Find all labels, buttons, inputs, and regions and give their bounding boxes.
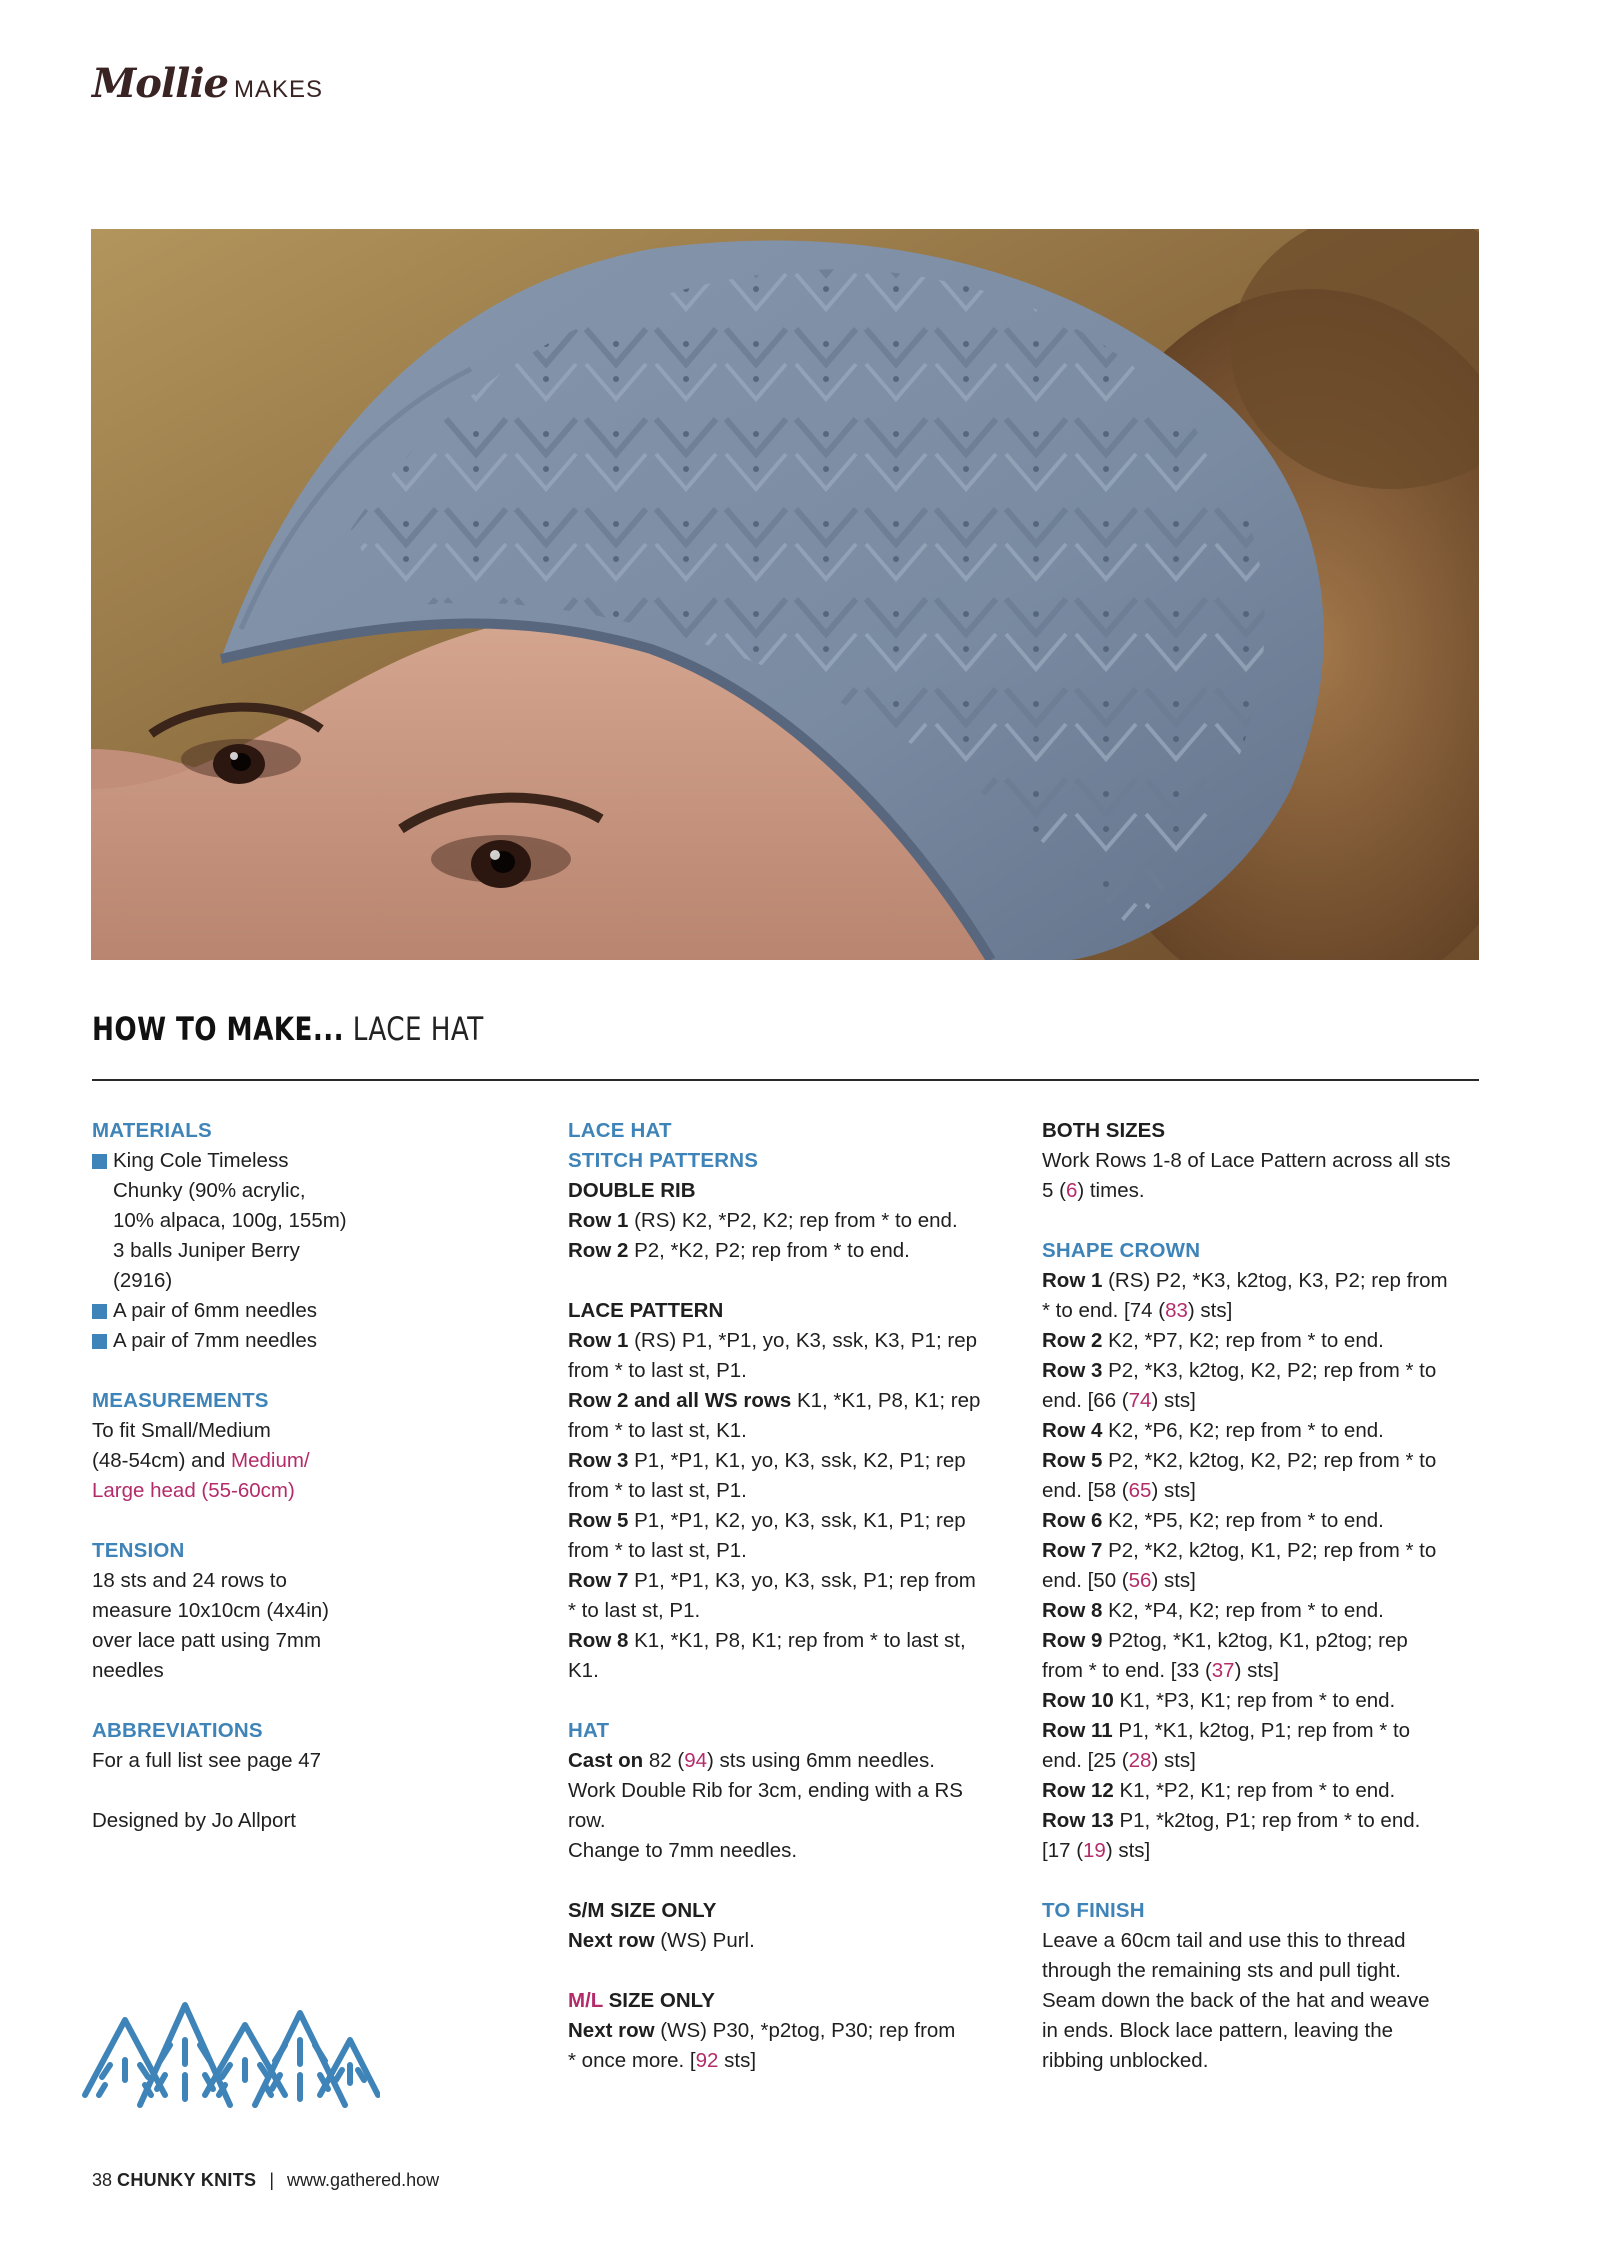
abbreviations-text: For a full list see page 47 (92, 1749, 322, 1772)
crown-row: Row 10 K1, *P3, K1; rep from * to end. (1042, 1689, 1396, 1712)
tension-line: 18 sts and 24 rows to (92, 1569, 287, 1592)
needles-7mm: A pair of 7mm needles (113, 1329, 317, 1352)
heading-light: LACE HAT (352, 1010, 484, 1048)
bullet-square-icon (92, 1334, 107, 1349)
tension-heading: TENSION (92, 1539, 185, 1562)
finish-line: Leave a 60cm tail and use this to thread (1042, 1929, 1406, 1952)
crown-row: Row 3 P2, *K3, k2tog, K2, P2; rep from * to (1042, 1359, 1437, 1382)
bullet-square-icon (92, 1304, 107, 1319)
crown-row: Row 4 K2, *P6, K2; rep from * to end. (1042, 1419, 1384, 1442)
pattern-row-cont: from * to last st, P1. (568, 1359, 747, 1382)
brand-logo (92, 60, 323, 110)
needles-6mm: A pair of 6mm needles (113, 1299, 317, 1322)
pattern-row: Row 2 and all WS rows K1, *K1, P8, K1; rep (568, 1389, 981, 1412)
hat-line: Cast on 82 (94) sts using 6mm needles. (568, 1749, 935, 1772)
crown-row-cont: end. [66 (74) sts] (1042, 1389, 1196, 1412)
lace-pattern-heading: LACE PATTERN (568, 1299, 724, 1322)
stitch-patterns-heading: STITCH PATTERNS (568, 1149, 759, 1172)
ml-size-row: Next row (WS) P30, *p2tog, P30; rep from (568, 2019, 956, 2042)
hat-heading: HAT (568, 1719, 610, 1742)
yarn-line: Chunky (90% acrylic, (113, 1179, 306, 1202)
crown-row: Row 7 P2, *K2, k2tog, K1, P2; rep from * to (1042, 1539, 1437, 1562)
crown-row: Row 13 P1, *k2tog, P1; rep from * to end. (1042, 1809, 1421, 1832)
crown-row-cont: [17 (19) sts] (1042, 1839, 1151, 1862)
shape-crown-heading: SHAPE CROWN (1042, 1239, 1201, 1262)
pattern-row: Row 8 K1, *K1, P8, K1; rep from * to last st, (568, 1629, 966, 1652)
measurements-line: (48-54cm) and Medium/ (92, 1449, 310, 1472)
crown-row: Row 8 K2, *P4, K2; rep from * to end. (1042, 1599, 1384, 1622)
heading-bold: HOW TO MAKE... (92, 1010, 345, 1048)
crown-row: Row 2 K2, *P7, K2; rep from * to end. (1042, 1329, 1384, 1352)
publication-title: CHUNKY KNITS (117, 2170, 257, 2190)
ml-size-heading: M/L SIZE ONLY (568, 1989, 715, 2012)
both-sizes-line: 5 (6) times. (1042, 1179, 1145, 1202)
hat-line: Change to 7mm needles. (568, 1839, 798, 1862)
hero-photo-illustration (91, 229, 1479, 960)
tension-line: measure 10x10cm (4x4in) (92, 1599, 329, 1622)
column-right (1042, 1116, 1482, 2076)
crown-row-cont: from * to end. [33 (37) sts] (1042, 1659, 1280, 1682)
pattern-row-cont: from * to last st, P1. (568, 1479, 747, 1502)
tension-line: needles (92, 1659, 164, 1682)
pattern-row: Row 1 (RS) P1, *P1, yo, K3, ssk, K3, P1; rep (568, 1329, 978, 1352)
materials-item-7mm (92, 1326, 392, 1356)
crown-row: Row 6 K2, *P5, K2; rep from * to end. (1042, 1509, 1384, 1532)
yarn-line: (2916) (113, 1269, 173, 1292)
pattern-row: Row 1 (RS) K2, *P2, K2; rep from * to end. (568, 1209, 958, 1232)
yarn-line: King Cole Timeless (113, 1149, 289, 1172)
heading-rule (92, 1079, 1479, 1081)
size-highlight: Medium/ (231, 1449, 310, 1472)
yarn-line: 3 balls Juniper Berry (113, 1239, 300, 1262)
ml-size-row-cont: * once more. [92 sts] (568, 2049, 757, 2072)
materials-item-yarn (92, 1146, 392, 1296)
measurements-line: Large head (55-60cm) (92, 1479, 295, 1502)
brand-script: Mollie (92, 60, 228, 107)
double-rib-heading: DOUBLE RIB (568, 1179, 696, 1202)
footer-url[interactable]: www.gathered.how (287, 2170, 440, 2190)
pine-trees-icon (80, 1985, 380, 2115)
abbreviations-heading: ABBREVIATIONS (92, 1719, 263, 1742)
lace-hat-heading: LACE HAT (568, 1119, 672, 1142)
pattern-row-cont: * to last st, P1. (568, 1599, 701, 1622)
pattern-row-cont: K1. (568, 1659, 599, 1682)
pattern-row: Row 3 P1, *P1, K1, yo, K3, ssk, K2, P1; rep (568, 1449, 966, 1472)
crown-row-cont: end. [58 (65) sts] (1042, 1479, 1196, 1502)
crown-row: Row 1 (RS) P2, *K3, k2tog, K3, P2; rep from (1042, 1269, 1448, 1292)
page-number: 38 (92, 2170, 113, 2190)
crown-row-cont: end. [25 (28) sts] (1042, 1749, 1196, 1772)
sm-size-heading: S/M SIZE ONLY (568, 1899, 717, 1922)
finish-line: through the remaining sts and pull tight. (1042, 1959, 1401, 1982)
yarn-line: 10% alpaca, 100g, 155m) (113, 1209, 347, 1232)
both-sizes-line: Work Rows 1-8 of Lace Pattern across all sts (1042, 1149, 1451, 1172)
measurements-line: To fit Small/Medium (92, 1419, 271, 1442)
finish-line: in ends. Block lace pattern, leaving the (1042, 2019, 1393, 2042)
section-heading (92, 1010, 484, 1048)
crown-row: Row 11 P1, *K1, k2tog, P1; rep from * to (1042, 1719, 1411, 1742)
pattern-row: Row 5 P1, *P1, K2, yo, K3, ssk, K1, P1; rep (568, 1509, 966, 1532)
hat-line: row. (568, 1809, 606, 1832)
crown-row-cont: * to end. [74 (83) sts] (1042, 1299, 1233, 1322)
footer-separator: | (269, 2170, 275, 2190)
sm-size-row: Next row (WS) Purl. (568, 1929, 755, 1952)
finish-line: Seam down the back of the hat and weave (1042, 1989, 1430, 2012)
pattern-row: Row 2 P2, *K2, P2; rep from * to end. (568, 1239, 910, 1262)
crown-row: Row 9 P2tog, *K1, k2tog, K1, p2tog; rep (1042, 1629, 1408, 1652)
designer-credit: Designed by Jo Allport (92, 1809, 296, 1832)
finish-line: ribbing unblocked. (1042, 2049, 1209, 2072)
hat-line: Work Double Rib for 3cm, ending with a RS (568, 1779, 963, 1802)
pattern-row-cont: from * to last st, P1. (568, 1539, 747, 1562)
column-middle (568, 1116, 1008, 2076)
crown-row-cont: end. [50 (56) sts] (1042, 1569, 1196, 1592)
crown-row: Row 12 K1, *P2, K1; rep from * to end. (1042, 1779, 1396, 1802)
materials-item-6mm (92, 1296, 392, 1326)
pattern-row-cont: from * to last st, K1. (568, 1419, 747, 1442)
bullet-square-icon (92, 1154, 107, 1169)
column-left (92, 1116, 392, 1836)
materials-heading: MATERIALS (92, 1119, 212, 1142)
to-finish-heading: TO FINISH (1042, 1899, 1145, 1922)
page-footer (92, 2170, 439, 2191)
measurements-heading: MEASUREMENTS (92, 1389, 269, 1412)
crown-row: Row 5 P2, *K2, k2tog, K2, P2; rep from * to (1042, 1449, 1437, 1472)
brand-makes: MAKES (234, 76, 324, 103)
both-sizes-heading: BOTH SIZES (1042, 1119, 1166, 1142)
pattern-row: Row 7 P1, *P1, K3, yo, K3, ssk, P1; rep from (568, 1569, 976, 1592)
hero-photo (91, 229, 1479, 960)
tension-line: over lace patt using 7mm (92, 1629, 322, 1652)
